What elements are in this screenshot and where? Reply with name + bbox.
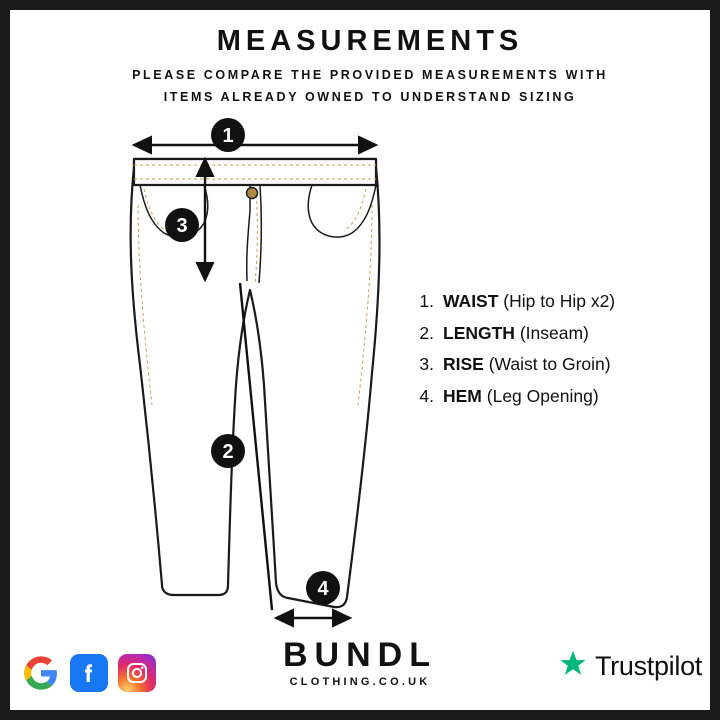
legend-label (443, 293, 615, 311)
marker-1-label: 1 (222, 125, 234, 147)
trustpilot-star-icon (558, 649, 588, 684)
legend-item-length (408, 322, 698, 343)
legend-item-rise (408, 356, 698, 374)
marker-2-label: 2 (222, 441, 234, 463)
legend-name: WAIST (443, 291, 499, 311)
page-title: MEASUREMENTS (216, 25, 524, 57)
jeans-button (247, 188, 258, 199)
legend-number: 3. (419, 354, 434, 374)
measurement-legend (408, 293, 698, 419)
legend-detail: (Waist to Groin) (488, 354, 611, 374)
trustpilot-label: Trustpilot (594, 651, 702, 681)
legend-label (443, 356, 611, 374)
legend-number: 4. (419, 385, 434, 406)
legend-number: 1. (419, 291, 434, 311)
legend-name: LENGTH (443, 322, 515, 343)
header-subtitle-line1: PLEASE COMPARE THE PROVIDED MEASUREMENTS WITH (132, 67, 608, 82)
legend-item-hem (408, 385, 698, 406)
legend-item-waist (408, 293, 698, 311)
legend-name: HEM (443, 385, 482, 406)
header-subtitle (10, 65, 720, 109)
legend-number: 2. (419, 322, 434, 343)
legend-detail: (Leg Opening) (486, 385, 599, 406)
marker-4-label: 4 (317, 578, 329, 600)
jeans-diagram (100, 115, 430, 635)
header-subtitle-line2: ITEMS ALREADY OWNED TO UNDERSTAND SIZING (163, 89, 577, 104)
legend-detail: (Hip to Hip x2) (503, 291, 616, 311)
marker-3-label: 3 (176, 215, 188, 237)
brand-name: BUNDL (283, 636, 437, 674)
footer (10, 622, 710, 702)
legend-label (443, 322, 589, 343)
legend-label (443, 385, 599, 406)
header (10, 24, 720, 109)
trustpilot-logo[interactable] (558, 649, 702, 684)
legend-detail: (Inseam) (519, 322, 589, 343)
brand-subtitle: CLOTHING.CO.UK (289, 676, 431, 688)
legend-name: RISE (443, 354, 484, 374)
